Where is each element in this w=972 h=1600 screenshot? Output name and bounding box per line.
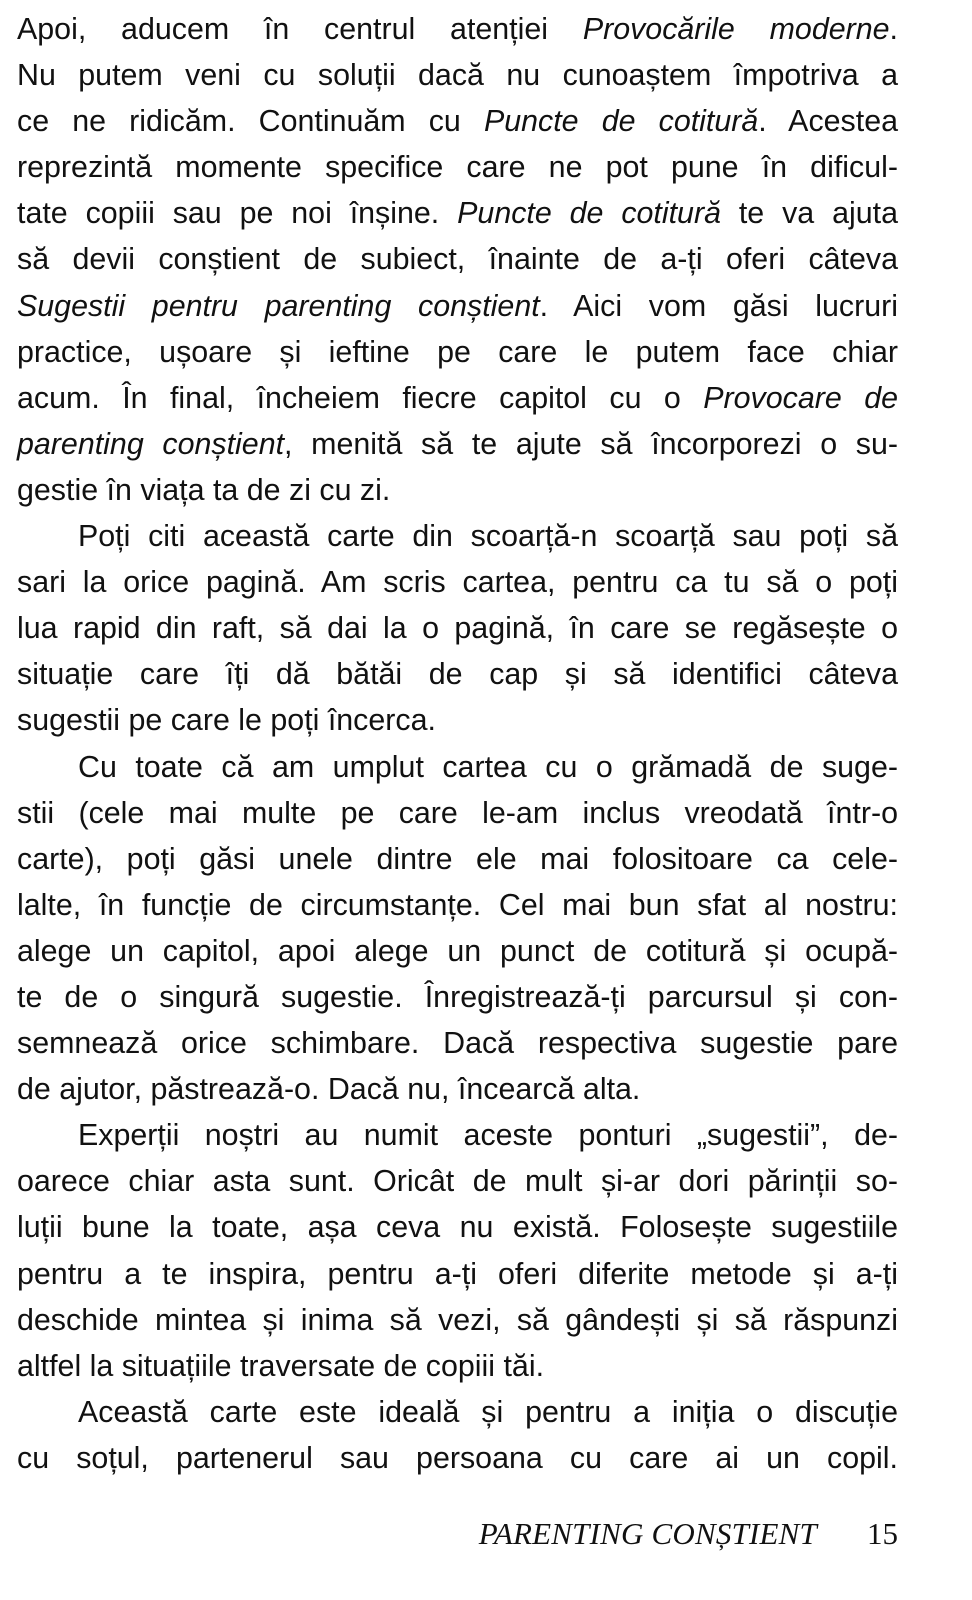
text-line [17,1204,898,1250]
text-line [17,1251,898,1297]
text-run: deschide mintea și inima să vezi, să gândești și să răspunzi [17,1302,898,1337]
text-line [17,651,898,697]
text-run: Apoi, aducem în centrul atenției [17,12,583,46]
text-line [17,1020,898,1066]
text-line [17,190,898,236]
italic-text: Puncte de cotitură [457,196,721,231]
text-run: reprezintă momente specifice care ne pot pune în dificul- [17,150,898,185]
text-run: acum. În final, încheiem fiecre capitol cu o [17,380,704,415]
text-line [17,1158,898,1204]
text-run: , menită să te ajute să încorporezi o su- [284,426,898,461]
text-line [17,744,898,790]
text-run: Această carte este ideală și pentru a iniția o discuție [78,1394,898,1429]
text-line [17,697,898,743]
page-number: 15 [867,1516,898,1551]
text-line [17,1435,898,1481]
text-run: să devii conștient de subiect, înainte de a-ți oferi câteva [17,242,898,277]
text-line [17,1112,898,1158]
text-line [17,421,898,467]
italic-text: Puncte de cotitură [483,104,759,139]
text-run: altfel la situațiile traversate de copiii tăi. [17,1348,545,1383]
running-title: PARENTING CONȘTIENT [478,1516,817,1551]
text-line [17,6,898,52]
text-run: Cu toate că am umplut cartea cu o grămadă de suge- [78,749,898,784]
italic-text: parenting conștient [17,426,285,461]
text-line [17,974,898,1020]
text-run: . Aici vom găsi lucruri [539,288,898,323]
text-line [17,1297,898,1343]
text-run: cu soțul, partenerul sau persoana cu care ai un copil. [17,1440,898,1475]
text-line [17,329,898,375]
text-run: lua rapid din raft, să dai la o pagină, în care se regăsește o [17,611,898,646]
text-line [17,52,898,98]
text-line [17,1343,898,1389]
text-line [17,1389,898,1435]
text-line [17,605,898,651]
text-run: semnează orice schimbare. Dacă respectiva sugestie pare [17,1026,898,1061]
text-line [17,513,898,559]
text-run: stii (cele mai multe pe care le-am inclus vreodată într-o [17,795,898,830]
text-line [17,559,898,605]
paragraph [17,513,898,743]
text-line [17,882,898,928]
text-run: Experții noștri au numit aceste ponturi „sugestii”, de- [78,1118,898,1153]
text-line [17,98,898,144]
italic-text: Sugestii pentru parenting conștient [17,288,540,323]
text-run: de ajutor, păstrează-o. Dacă nu, încearcă alta. [17,1072,641,1107]
italic-text: Provocare de [703,380,898,415]
text-run: practice, ușoare și ieftine pe care le putem face chiar [17,334,898,369]
text-line [17,836,898,882]
text-run: alege un capitol, apoi alege un punct de cotitură și ocupă- [17,933,898,968]
text-line [17,928,898,974]
text-line [17,467,898,513]
page-footer [0,1512,898,1556]
text-run: te va ajuta [720,196,898,231]
text-run: Nu putem veni cu soluții dacă nu cunoaștem împotriva a [17,58,898,93]
text-run: sari la orice pagină. Am scris cartea, pentru ca tu să o poți [17,565,898,600]
paragraph [17,744,898,1113]
text-run: lalte, în funcție de circumstanțe. Cel mai bun sfat al nostru: [17,887,898,922]
text-run: gestie în viața ta de zi cu zi. [17,472,391,507]
text-run: situație care îți dă bătăi de cap și să identifici câteva [17,657,898,692]
text-line [17,1066,898,1112]
text-run: te de o singură sugestie. Înregistrează-ți parcursul și con- [17,979,898,1014]
text-run: oarece chiar asta sunt. Oricât de mult și-ar dori părinții so- [17,1164,898,1199]
paragraph [17,1112,898,1389]
text-run: . [889,12,898,46]
text-line [17,236,898,282]
text-run: . Acestea [758,104,898,139]
text-line [17,144,898,190]
text-line [17,375,898,421]
paragraph [17,6,898,513]
text-run: tate copiii sau pe noi înșine. [17,196,458,231]
text-run: sugestii pe care le poți încerca. [17,703,436,738]
text-line [17,790,898,836]
text-run: luții bune la toate, așa ceva nu există. Folosește sugestiile [17,1210,898,1245]
paragraph [17,1389,898,1481]
body-text [17,6,898,1481]
italic-text: Provocările moderne [582,12,890,46]
text-run: carte), poți găsi unele dintre ele mai folositoare ca cele- [17,841,898,876]
text-line [17,283,898,329]
text-run: Poți citi această carte din scoarță-n scoarță sau poți să [78,519,898,554]
text-run: ce ne ridicăm. Continuăm cu [17,104,484,139]
text-run: pentru a te inspira, pentru a-ți oferi diferite metode și a-ți [17,1256,898,1291]
